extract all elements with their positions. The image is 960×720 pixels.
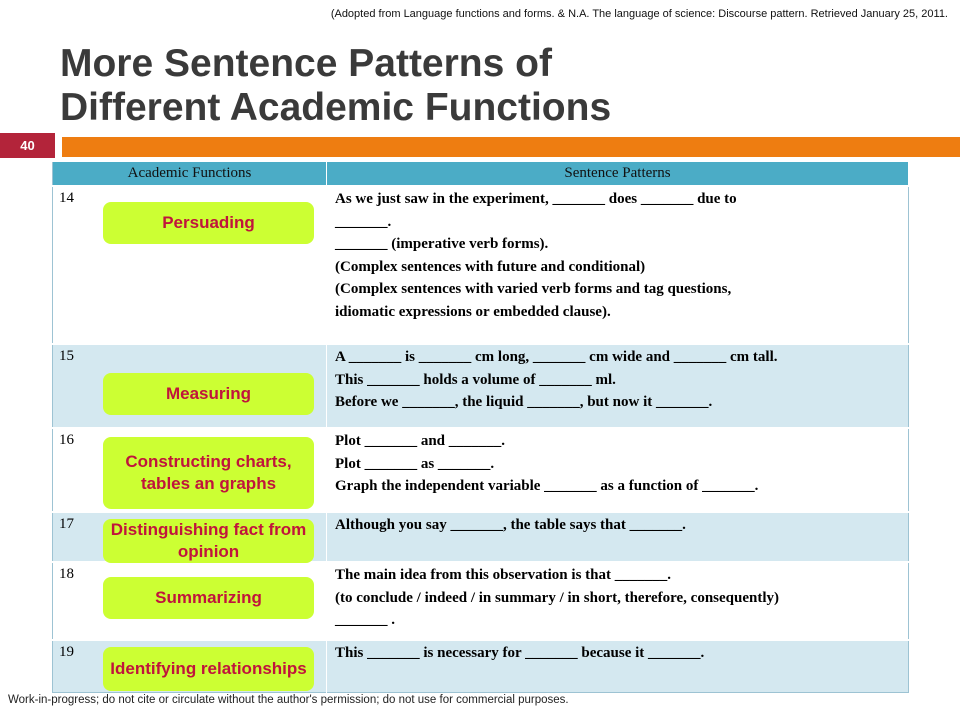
title-line-2: Different Academic Functions bbox=[60, 86, 612, 129]
pattern-cell bbox=[327, 186, 909, 344]
function-cell bbox=[53, 562, 327, 640]
table-row bbox=[53, 344, 909, 428]
function-label-constructing-charts: Constructing charts, tables an graphs bbox=[103, 437, 314, 509]
row-number: 15 bbox=[59, 348, 74, 364]
function-label-measuring: Measuring bbox=[103, 373, 314, 415]
pattern-line: Plot _______ and _______. bbox=[335, 433, 506, 449]
row-number: 17 bbox=[59, 516, 74, 532]
function-cell bbox=[53, 344, 327, 428]
pattern-cell bbox=[327, 512, 909, 562]
pattern-cell bbox=[327, 428, 909, 512]
pattern-cell bbox=[327, 640, 909, 692]
header-academic-functions: Academic Functions bbox=[53, 162, 327, 186]
row-number: 16 bbox=[59, 432, 74, 448]
header-sentence-patterns: Sentence Patterns bbox=[327, 162, 909, 186]
table-row bbox=[53, 186, 909, 344]
pattern-line: As we just saw in the experiment, _______ does _______ due to bbox=[335, 191, 737, 207]
function-cell bbox=[53, 640, 327, 692]
title-underline-bar bbox=[62, 137, 960, 157]
row-number: 14 bbox=[59, 190, 74, 206]
pattern-line: This _______ is necessary for _______ because it _______. bbox=[335, 645, 705, 661]
pattern-line: Plot _______ as _______. bbox=[335, 455, 495, 472]
pattern-line: (Complex sentences with future and conditional) bbox=[335, 258, 646, 275]
pattern-cell bbox=[327, 562, 909, 640]
pattern-line: The main idea from this observation is that _______. bbox=[335, 567, 671, 583]
slide-number: 40 bbox=[0, 133, 55, 158]
pattern-line: (Complex sentences with varied verb forms and tag questions, bbox=[335, 281, 732, 297]
row-number: 19 bbox=[59, 644, 74, 660]
pattern-line: _______ . bbox=[335, 612, 395, 628]
pattern-cell bbox=[327, 344, 909, 428]
sentence-patterns-table bbox=[52, 162, 909, 693]
function-label-summarizing: Summarizing bbox=[103, 577, 314, 619]
table-row bbox=[53, 640, 909, 692]
table-header-row bbox=[53, 162, 909, 186]
pattern-line: idiomatic expressions or embedded clause). bbox=[335, 303, 611, 320]
function-label-persuading: Persuading bbox=[103, 202, 314, 244]
function-cell bbox=[53, 428, 327, 512]
pattern-line: This _______ holds a volume of _______ ml. bbox=[335, 371, 616, 388]
page-title bbox=[60, 42, 920, 130]
function-cell bbox=[53, 512, 327, 562]
citation-text: (Adopted from Language functions and forms. & N.A. The language of science: Discourse pattern. Retrieved January 25, 2011. bbox=[330, 8, 948, 20]
pattern-line: Although you say _______, the table says that _______. bbox=[335, 517, 686, 533]
function-label-identifying-relationships: Identifying relationships bbox=[103, 647, 314, 691]
pattern-line: _______ (imperative verb forms). bbox=[335, 236, 549, 252]
row-number: 18 bbox=[59, 566, 74, 582]
pattern-line: _______. bbox=[335, 213, 392, 230]
footer-disclaimer: Work-in-progress; do not cite or circulate without the author's permission; do not use for commercial purposes. bbox=[8, 694, 569, 706]
pattern-line: Graph the independent variable _______ as a function of _______. bbox=[335, 478, 759, 494]
pattern-line: A _______ is _______ cm long, _______ cm wide and _______ cm tall. bbox=[335, 349, 778, 365]
table-row bbox=[53, 512, 909, 562]
pattern-line: (to conclude / indeed / in summary / in short, therefore, consequently) bbox=[335, 589, 780, 606]
title-line-1: More Sentence Patterns of bbox=[60, 42, 552, 85]
function-label-fact-vs-opinion: Distinguishing fact from opinion bbox=[103, 519, 314, 563]
table-row bbox=[53, 428, 909, 512]
pattern-line: Before we _______, the liquid _______, but now it _______. bbox=[335, 394, 713, 410]
function-cell bbox=[53, 186, 327, 344]
table-row bbox=[53, 562, 909, 640]
